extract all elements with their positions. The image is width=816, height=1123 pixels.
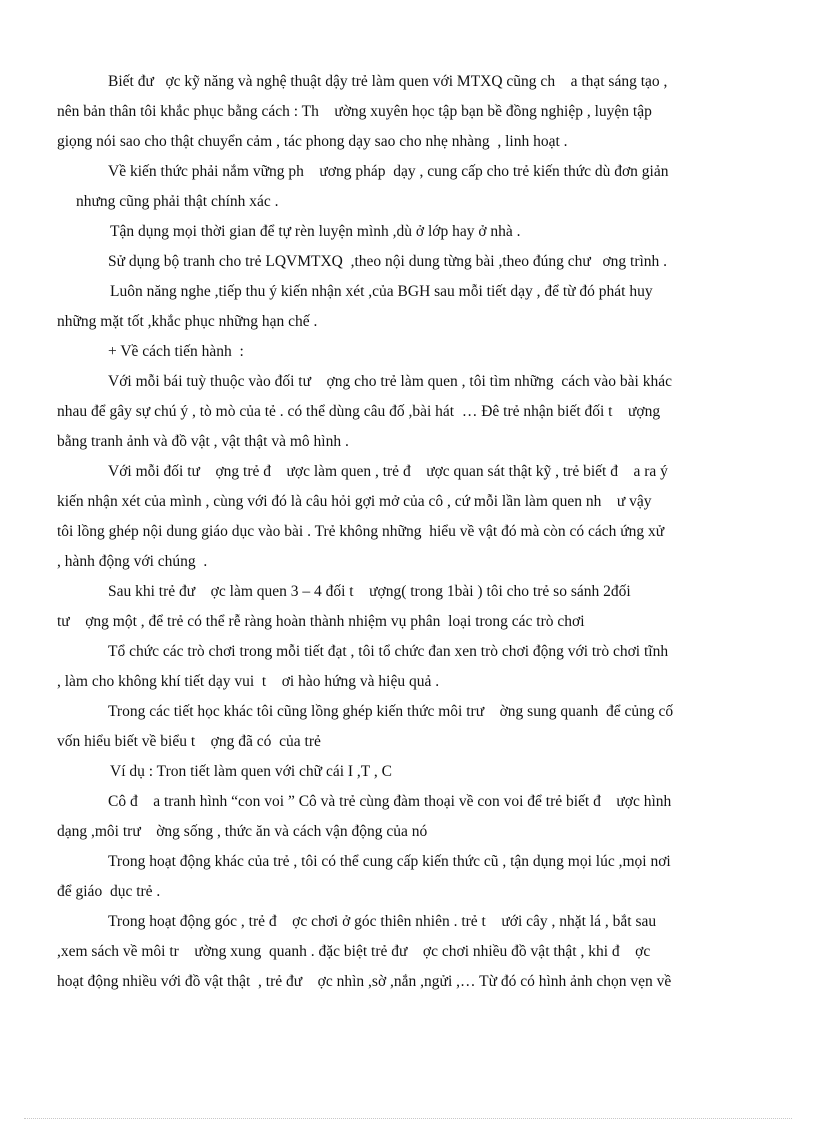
text-line: Trong hoạt động khác của trẻ , tôi có thể cung cấp kiến thức cũ , tận dụng mọi lúc ,mọi nơi xyxy=(108,853,671,870)
text-line: Trong hoạt động góc , trẻ đ ợc chơi ở góc thiên nhiên . trẻ t ưới cây , nhặt lá , bắt sau xyxy=(108,913,657,930)
text-line: bằng tranh ảnh và đồ vật , vật thật và mô hình . xyxy=(57,433,349,450)
text-line: nên bản thân tôi khắc phục bằng cách : Th ường xuyên học tập bạn bề đồng nghiệp , luyện tập xyxy=(57,103,652,120)
text-line: Luôn năng nghe ,tiếp thu ý kiến nhận xét ,của BGH sau mỗi tiết dạy , để từ đó phát huy xyxy=(110,283,653,300)
text-line: để giáo dục trẻ . xyxy=(57,883,161,900)
text-line: Biết đư ợc kỹ năng và nghệ thuật dậy trẻ làm quen với MTXQ cũng ch a thạt sáng tạo , xyxy=(108,73,668,90)
text-line: kiến nhận xét của mình , cùng với đó là câu hỏi gợi mở của cô , cứ mỗi lần làm quen nh ư vậy xyxy=(57,493,652,510)
text-line: , làm cho không khí tiết dạy vui t ơi hào hứng và hiệu quả . xyxy=(57,673,440,690)
text-line: tôi lồng ghép nội dung giáo dục vào bài . Trẻ không những hiểu về vật đó mà còn có cách ứng xử xyxy=(57,523,665,540)
text-line: Trong các tiết học khác tôi cũng lồng ghép kiến thức môi trư ờng sung quanh để củng cố xyxy=(108,703,674,720)
text-line: Cô đ a tranh hình “con voi ” Cô và trẻ cùng đàm thoại về con voi để trẻ biết đ ược hình xyxy=(108,793,672,810)
section-heading: + Về cách tiến hành : xyxy=(108,343,244,360)
text-line: , hành động với chúng . xyxy=(57,553,208,570)
text-line: Sử dụng bộ tranh cho trẻ LQVMTXQ ,theo nội dung từng bài ,theo đúng chư ơng trình . xyxy=(108,253,668,270)
text-line: dạng ,môi trư ờng sống , thức ăn và cách vận động của nó xyxy=(57,823,428,840)
page-bottom-divider xyxy=(24,1118,792,1119)
text-line: Tổ chức các trò chơi trong mỗi tiết đạt , tôi tổ chức đan xen trò chơi động với trò chơi tĩnh xyxy=(108,643,669,660)
text-line: tư ợng một , để trẻ có thể rễ ràng hoàn thành nhiệm vụ phân loại trong các trò chơi xyxy=(57,613,585,630)
text-line: ,xem sách về môi tr ường xung quanh . đặc biệt trẻ đư ợc chơi nhiều đồ vật thật , khi đ ợc xyxy=(57,943,651,960)
text-line: nhau để gây sự chú ý , tò mò của tẻ . có thể dùng câu đố ,bài hát … Đê trẻ nhận biết đối t ượng xyxy=(57,403,661,420)
text-line: Về kiến thức phải nắm vững ph ương pháp dạy , cung cấp cho trẻ kiến thức dù đơn giản xyxy=(108,163,669,180)
text-line: giọng nói sao cho thật chuyển cảm , tác phong dạy sao cho nhẹ nhàng , linh hoạt . xyxy=(57,133,568,150)
text-line: Với mỗi bái tuỳ thuộc vào đối tư ợng cho trẻ làm quen , tôi tìm những cách vào bài khác xyxy=(108,373,672,390)
text-line: Với mỗi đối tư ợng trẻ đ ược làm quen , trẻ đ ược quan sát thật kỹ , trẻ biết đ a ra ý xyxy=(108,463,668,480)
text-line: nhưng cũng phải thật chính xác . xyxy=(76,193,279,210)
text-line: Sau khi trẻ đư ợc làm quen 3 – 4 đối t ượng( trong 1bài ) tôi cho trẻ so sánh 2đối xyxy=(108,583,631,600)
text-line: hoạt động nhiều với đồ vật thật , trẻ đư ợc nhìn ,sờ ,nắn ,ngửi ,… Từ đó có hình ảnh chọn vẹn về xyxy=(57,973,672,990)
text-line: Tận dụng mọi thời gian để tự rèn luyện mình ,dù ở lớp hay ở nhà . xyxy=(110,223,521,240)
text-line: những mặt tốt ,khắc phục những hạn chế . xyxy=(57,313,318,330)
text-line: vốn hiểu biết về biểu t ợng đã có của trẻ xyxy=(57,733,321,750)
text-line: Ví dụ : Tron tiết làm quen với chữ cái I ,T , C xyxy=(110,763,392,780)
